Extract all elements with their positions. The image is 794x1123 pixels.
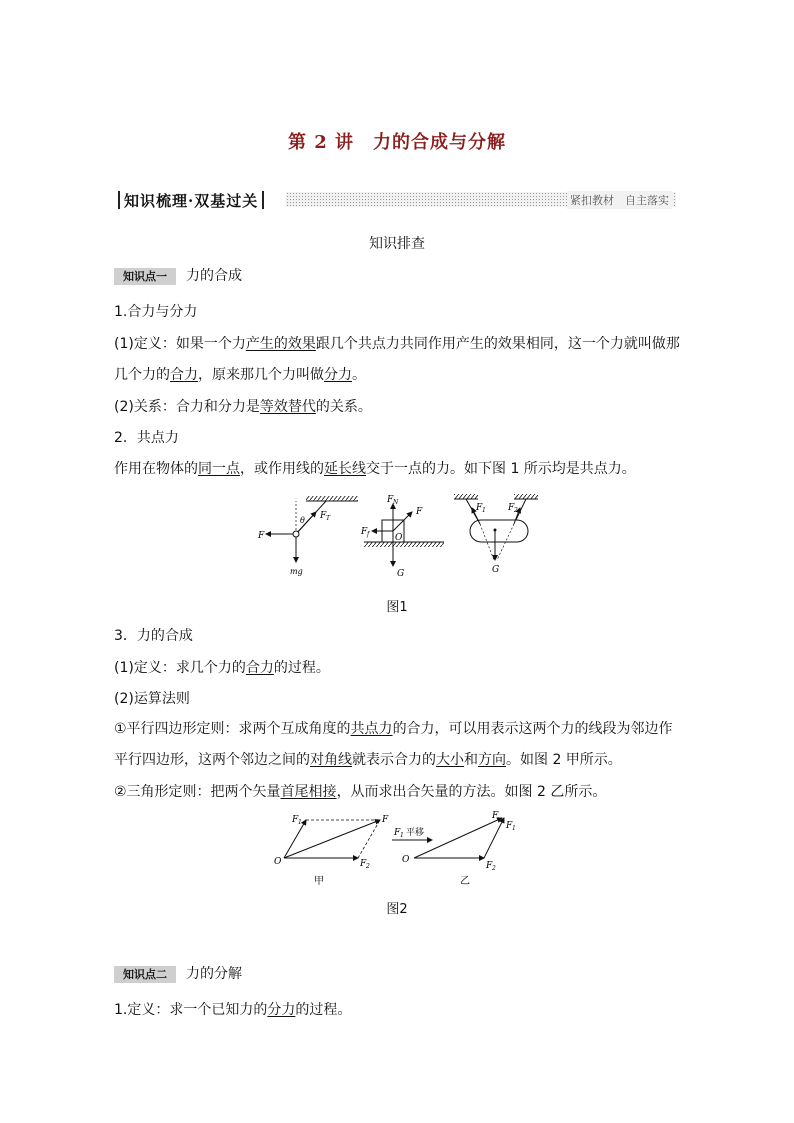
label-F: F bbox=[258, 531, 265, 541]
label-sub-1: 1 bbox=[400, 832, 404, 839]
label-T: T bbox=[326, 515, 331, 522]
label-mg: mg bbox=[290, 567, 303, 576]
figure-1 bbox=[254, 490, 544, 580]
text: (2)关系：合力和分力是 bbox=[114, 399, 260, 415]
s1-concurrent-forces bbox=[114, 459, 636, 479]
figure-2-caption: 图2 bbox=[386, 902, 408, 917]
subtitle: 知识排查 bbox=[369, 236, 425, 252]
s1-definition-line2 bbox=[114, 365, 366, 385]
underlined-text: 方向 bbox=[478, 752, 506, 768]
text: 的过程。 bbox=[273, 660, 330, 676]
section1-tag: 知识点一 bbox=[114, 268, 176, 285]
fig2-triangle bbox=[402, 811, 516, 872]
underlined-text: 对角线 bbox=[310, 752, 352, 768]
label-sub-1: 1 bbox=[298, 819, 302, 826]
label-FN: F bbox=[387, 495, 394, 505]
section-banner bbox=[118, 189, 676, 211]
underlined-text: 大小 bbox=[436, 752, 464, 768]
text: ①平行四边形定则：求两个互成角度的 bbox=[114, 721, 351, 737]
section1-heading: 力的合成 bbox=[186, 268, 242, 284]
s1-triangle-rule bbox=[114, 782, 606, 802]
s1-relation bbox=[114, 397, 372, 417]
label-sub-2: 2 bbox=[514, 507, 518, 514]
banner-right-text: 紧扣教材 自主落实 bbox=[567, 191, 672, 209]
underlined-text: 分力 bbox=[267, 1002, 296, 1018]
text: 跟几个共点力共同作用产生的效果相同，这一个力就叫做那 bbox=[315, 336, 680, 352]
banner-bar bbox=[262, 191, 264, 209]
fig2-translate-arrow bbox=[392, 826, 432, 840]
fig2-left-label: 甲 bbox=[314, 876, 324, 887]
label-O: O bbox=[274, 857, 282, 867]
label-sub-1: 1 bbox=[482, 507, 486, 514]
label-G: G bbox=[397, 569, 405, 579]
text: ，原来那几个力叫做 bbox=[198, 367, 324, 383]
label-F1: F bbox=[506, 821, 513, 831]
text: 就表示合力的 bbox=[352, 752, 436, 768]
section2-header bbox=[114, 964, 242, 984]
text: ，或作用线的 bbox=[240, 461, 324, 477]
underlined-text: 产生的效果 bbox=[245, 336, 316, 352]
label-sub-2: 2 bbox=[492, 865, 496, 872]
label-G: G bbox=[492, 565, 500, 575]
label-F1: F bbox=[394, 828, 401, 838]
label-F: F bbox=[416, 507, 423, 517]
label-F2: F bbox=[486, 861, 493, 871]
label-F: F bbox=[382, 815, 389, 825]
label-Ff: F bbox=[361, 527, 368, 537]
text: 平行四边形，这两个邻边之间的 bbox=[114, 752, 310, 768]
s1-h1: 1.合力与分力 bbox=[114, 304, 198, 320]
s2-definition bbox=[114, 1000, 351, 1020]
s1-definition-line1 bbox=[114, 334, 680, 354]
figure-2 bbox=[270, 808, 530, 888]
underlined-text: 等效替代 bbox=[259, 399, 316, 415]
label-F2: F bbox=[360, 859, 367, 869]
label-sub-1: 1 bbox=[512, 825, 516, 832]
text: ，从而求出合矢量的方法。如图 2 乙所示。 bbox=[336, 784, 607, 800]
underlined-text: 分力 bbox=[324, 367, 352, 383]
page-title: 第 2 讲 力的合成与分解 bbox=[287, 132, 507, 153]
label-O: O bbox=[402, 855, 410, 865]
banner-left-text: 知识梳理·双基过关 bbox=[124, 191, 259, 210]
underlined-text: 共点力 bbox=[350, 721, 393, 737]
label-translate: 平移 bbox=[406, 828, 425, 838]
s1-parallelogram-line1 bbox=[114, 719, 673, 739]
label-theta: θ bbox=[300, 516, 305, 525]
section2-tag: 知识点二 bbox=[114, 966, 176, 983]
fig1-pendulum bbox=[257, 496, 358, 576]
text: 作用在物体的 bbox=[114, 461, 198, 477]
underlined-text: 合力 bbox=[170, 367, 198, 383]
section2-heading: 力的分解 bbox=[186, 966, 242, 982]
s1-composition-definition bbox=[114, 658, 330, 678]
label-O: O bbox=[395, 533, 403, 543]
text: 和 bbox=[464, 752, 478, 768]
s1-parallelogram-line2 bbox=[114, 750, 622, 770]
s1-h2: 2．共点力 bbox=[114, 430, 179, 446]
text: 1.定义：求一个已知力的 bbox=[114, 1002, 268, 1018]
label-F1: F bbox=[476, 503, 483, 513]
text: (1)定义：求几个力的 bbox=[114, 660, 246, 676]
text: ②三角形定则：把两个矢量 bbox=[114, 784, 281, 800]
text: 的合力，可以用表示这两个力的线段为邻边作 bbox=[392, 721, 673, 737]
label-f: f bbox=[367, 531, 370, 538]
underlined-text: 同一点 bbox=[198, 461, 240, 477]
text: 。 bbox=[352, 367, 366, 383]
text: (1)定义：如果一个力 bbox=[114, 336, 246, 352]
text: 的过程。 bbox=[295, 1002, 352, 1018]
underlined-text: 延长线 bbox=[324, 461, 366, 477]
section1-header bbox=[114, 266, 242, 286]
label-sub-2: 2 bbox=[366, 863, 370, 870]
label-F2: F bbox=[508, 503, 515, 513]
fig2-right-label: 乙 bbox=[460, 876, 470, 887]
text: 。如图 2 甲所示。 bbox=[506, 752, 622, 768]
text: 的关系。 bbox=[315, 399, 372, 415]
s1-rule: (2)运算法则 bbox=[114, 691, 190, 707]
fig1-hanging-object bbox=[454, 494, 538, 575]
text: 交于一点的力。如下图 1 所示均是共点力。 bbox=[366, 461, 636, 477]
fig1-block-on-floor bbox=[360, 495, 444, 579]
figure-1-caption: 图1 bbox=[386, 600, 408, 615]
label-FT: F bbox=[320, 511, 327, 521]
fig2-parallelogram bbox=[274, 815, 389, 870]
label-F: F bbox=[492, 811, 499, 821]
label-F1: F bbox=[292, 815, 299, 825]
label-N: N bbox=[393, 499, 399, 506]
s1-h3: 3．力的合成 bbox=[114, 628, 193, 644]
banner-left bbox=[118, 189, 264, 211]
underlined-text: 合力 bbox=[245, 660, 274, 676]
underlined-text: 首尾相接 bbox=[280, 784, 337, 800]
text: 几个力的 bbox=[114, 367, 170, 383]
